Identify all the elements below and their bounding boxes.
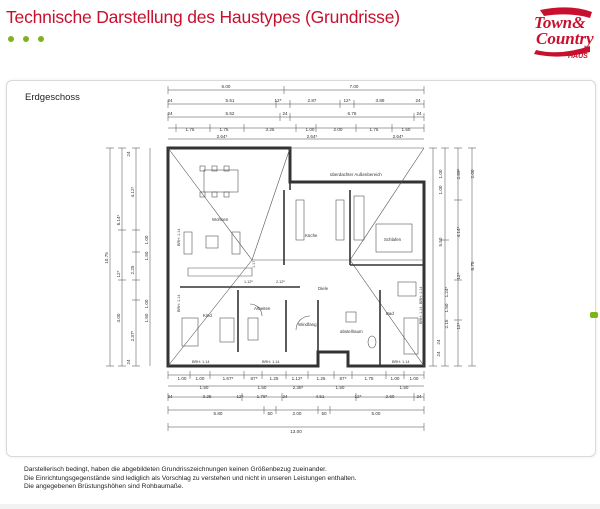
- dimension-label: 1.50: [257, 385, 267, 390]
- dimension-label: 12⁵: [116, 270, 121, 278]
- green-dot-icon: [38, 36, 44, 42]
- dimension-label: 24: [436, 339, 441, 345]
- dimension-label: 1.00: [390, 376, 400, 381]
- dimension-label: 1.12⁵: [291, 376, 303, 381]
- dimension-label: 2.00: [292, 411, 302, 416]
- side-tab-marker: [590, 312, 598, 318]
- dimension-label: 24: [282, 394, 288, 399]
- dimension-label: 12⁵: [456, 322, 461, 330]
- brh-label: BRH: 1.14: [419, 306, 423, 324]
- dimension-label: 2.60: [385, 394, 395, 399]
- dimension-label: 2.64⁵: [216, 134, 228, 139]
- dimension-label: 5.80: [213, 411, 223, 416]
- dimension-label: 1.75: [369, 127, 379, 132]
- dimension-label: 8.75: [470, 261, 475, 271]
- dimension-label: 50: [267, 411, 273, 416]
- dimension-label: 1.50: [335, 385, 345, 390]
- page-title: Technische Darstellung des Haustypes (Grundrisse): [6, 7, 400, 27]
- dimension-label: 2.12⁵: [276, 280, 285, 284]
- room-label: abstellraum: [340, 329, 363, 334]
- brh-label: BRH: 1.14: [177, 228, 181, 246]
- dimension-label: 12⁵: [274, 98, 282, 103]
- dimension-label: 12⁵: [456, 272, 461, 280]
- dimension-label: 1.24⁵: [444, 286, 449, 298]
- dimension-label: 13.00: [290, 429, 302, 434]
- dimension-label: 7.00: [349, 84, 359, 89]
- floorplan-drawing: [100, 84, 500, 440]
- room-label: Windfang: [298, 322, 317, 327]
- brh-label: BRH: 1.14: [392, 360, 410, 364]
- dimension-label: 4.14⁵: [456, 226, 461, 238]
- dimension-label: 1.78⁵: [256, 394, 268, 399]
- dimension-label: 1.75: [364, 376, 374, 381]
- decor-dots: [8, 36, 44, 42]
- dimension-label: 1.50: [144, 251, 149, 261]
- dimension-label: 2.37⁵: [130, 330, 135, 342]
- dimension-label: 3.89: [375, 98, 385, 103]
- dimension-label: 1.00: [144, 235, 149, 245]
- dimension-label: 2.64⁵: [392, 134, 404, 139]
- dimension-label: 2.87: [307, 98, 317, 103]
- town-country-logo: [530, 6, 596, 62]
- disclaimer-text: [24, 466, 564, 502]
- dimension-label: 1.50: [399, 385, 409, 390]
- disclaimer-line: Darstellerisch bedingt, haben die abgebildeten Grundrisszeichnungen keinen Größenbezug zueinander.: [24, 466, 327, 473]
- dimension-label: 2.89⁵: [456, 168, 461, 180]
- dimension-label: 24: [167, 111, 173, 116]
- dimension-label: 50: [321, 411, 327, 416]
- dimension-label: 1.50: [144, 313, 149, 323]
- dimension-label: 2.15: [444, 319, 449, 329]
- dimension-label: 1.12⁵: [244, 280, 253, 284]
- room-label: Küche: [305, 233, 318, 238]
- brh-label: BRH: 1.14: [262, 360, 280, 364]
- dimension-label: 5.00: [371, 411, 381, 416]
- dimension-label: 2.25: [130, 265, 135, 275]
- dimension-label: 1.50: [444, 303, 449, 313]
- dimension-label: 10.75: [104, 252, 109, 264]
- dimension-label: 1.75: [219, 127, 229, 132]
- dimension-label: 24: [167, 98, 173, 103]
- dimension-label: 2.00: [470, 169, 475, 179]
- dimension-label: 24: [126, 151, 131, 157]
- disclaimer-line: Die Einrichtungsgegenstände sind lediglich als Vorschlag zu verstehen und nicht in unseren Leistungen enthalten.: [24, 474, 357, 482]
- dimension-label: 1.75: [185, 127, 195, 132]
- dimension-label: 1.00: [438, 169, 443, 179]
- room-label: überdachter Außenbereich: [330, 172, 382, 177]
- svg-text:Country: Country: [536, 29, 594, 48]
- room-label: Diele: [318, 286, 329, 291]
- dimension-label: 12⁵: [354, 394, 362, 399]
- panel-title: Erdgeschoss: [25, 92, 80, 103]
- dimension-label: 1.00: [195, 376, 205, 381]
- svg-text:Town&: Town&: [534, 13, 586, 32]
- room-label: Wohnen: [212, 217, 229, 222]
- dimension-label: 1.17: [252, 260, 256, 268]
- dimension-label: 1.00: [144, 299, 149, 309]
- green-dot-icon: [23, 36, 29, 42]
- dimension-label: 1.00: [409, 376, 419, 381]
- dimension-label: 1.25: [316, 376, 326, 381]
- dimension-label: 1.50: [401, 127, 411, 132]
- dimension-label: 1.25: [269, 376, 279, 381]
- room-label: Kind: [203, 313, 212, 318]
- dimension-label: 3.25: [202, 394, 212, 399]
- dimension-label: 2.38⁵: [292, 385, 304, 390]
- dimension-label: 1.00: [305, 127, 315, 132]
- dimension-label: 12⁵: [236, 394, 244, 399]
- room-label: Schlafen: [384, 237, 402, 242]
- green-dot-icon: [8, 36, 14, 42]
- room-label: Bad: [386, 311, 394, 316]
- dimension-label: 12⁵: [343, 98, 351, 103]
- dimension-label: 1.00: [177, 376, 187, 381]
- dimension-label: 24: [436, 351, 441, 357]
- dimension-label: 1.00: [438, 185, 443, 195]
- dimension-label: 6.00: [221, 84, 231, 89]
- dimension-label: 5.50: [438, 237, 443, 247]
- brh-label: BRH: 1.14: [419, 286, 423, 304]
- dimension-label: 1.67⁵: [222, 376, 234, 381]
- dimension-label: 2.64⁵: [306, 134, 318, 139]
- dimension-label: 5.52: [225, 111, 235, 116]
- dimension-label: 6.14⁵: [116, 214, 121, 226]
- dimension-label: 6.76: [347, 111, 357, 116]
- bottom-bar: [0, 504, 600, 509]
- brh-label: BRH: 1.14: [177, 294, 181, 312]
- room-label: Arbeiten: [254, 306, 271, 311]
- dimension-label: 24: [416, 394, 422, 399]
- dimension-label: 87⁵: [250, 376, 258, 381]
- dimension-label: 3.25: [265, 127, 275, 132]
- dimension-label: 4.12⁵: [130, 186, 135, 198]
- svg-text:HAUS: HAUS: [568, 53, 588, 60]
- dimension-label: 24: [167, 394, 173, 399]
- dimension-label: 5.51: [225, 98, 235, 103]
- disclaimer-line: Die angegebenen Brüstungshöhen sind Rohbaumaße.: [24, 483, 184, 491]
- dimension-label: 2.00: [333, 127, 343, 132]
- dimension-label: 1.50: [199, 385, 209, 390]
- dimension-label: 4.51: [315, 394, 325, 399]
- dimension-label: 4.00: [116, 313, 121, 323]
- brh-label: BRH: 1.14: [192, 360, 210, 364]
- dimension-label: 24: [416, 111, 422, 116]
- dimension-label: 24: [282, 111, 288, 116]
- dimension-label: 87⁵: [339, 376, 347, 381]
- dimension-label: 24: [415, 98, 421, 103]
- dimension-label: 24: [126, 359, 131, 365]
